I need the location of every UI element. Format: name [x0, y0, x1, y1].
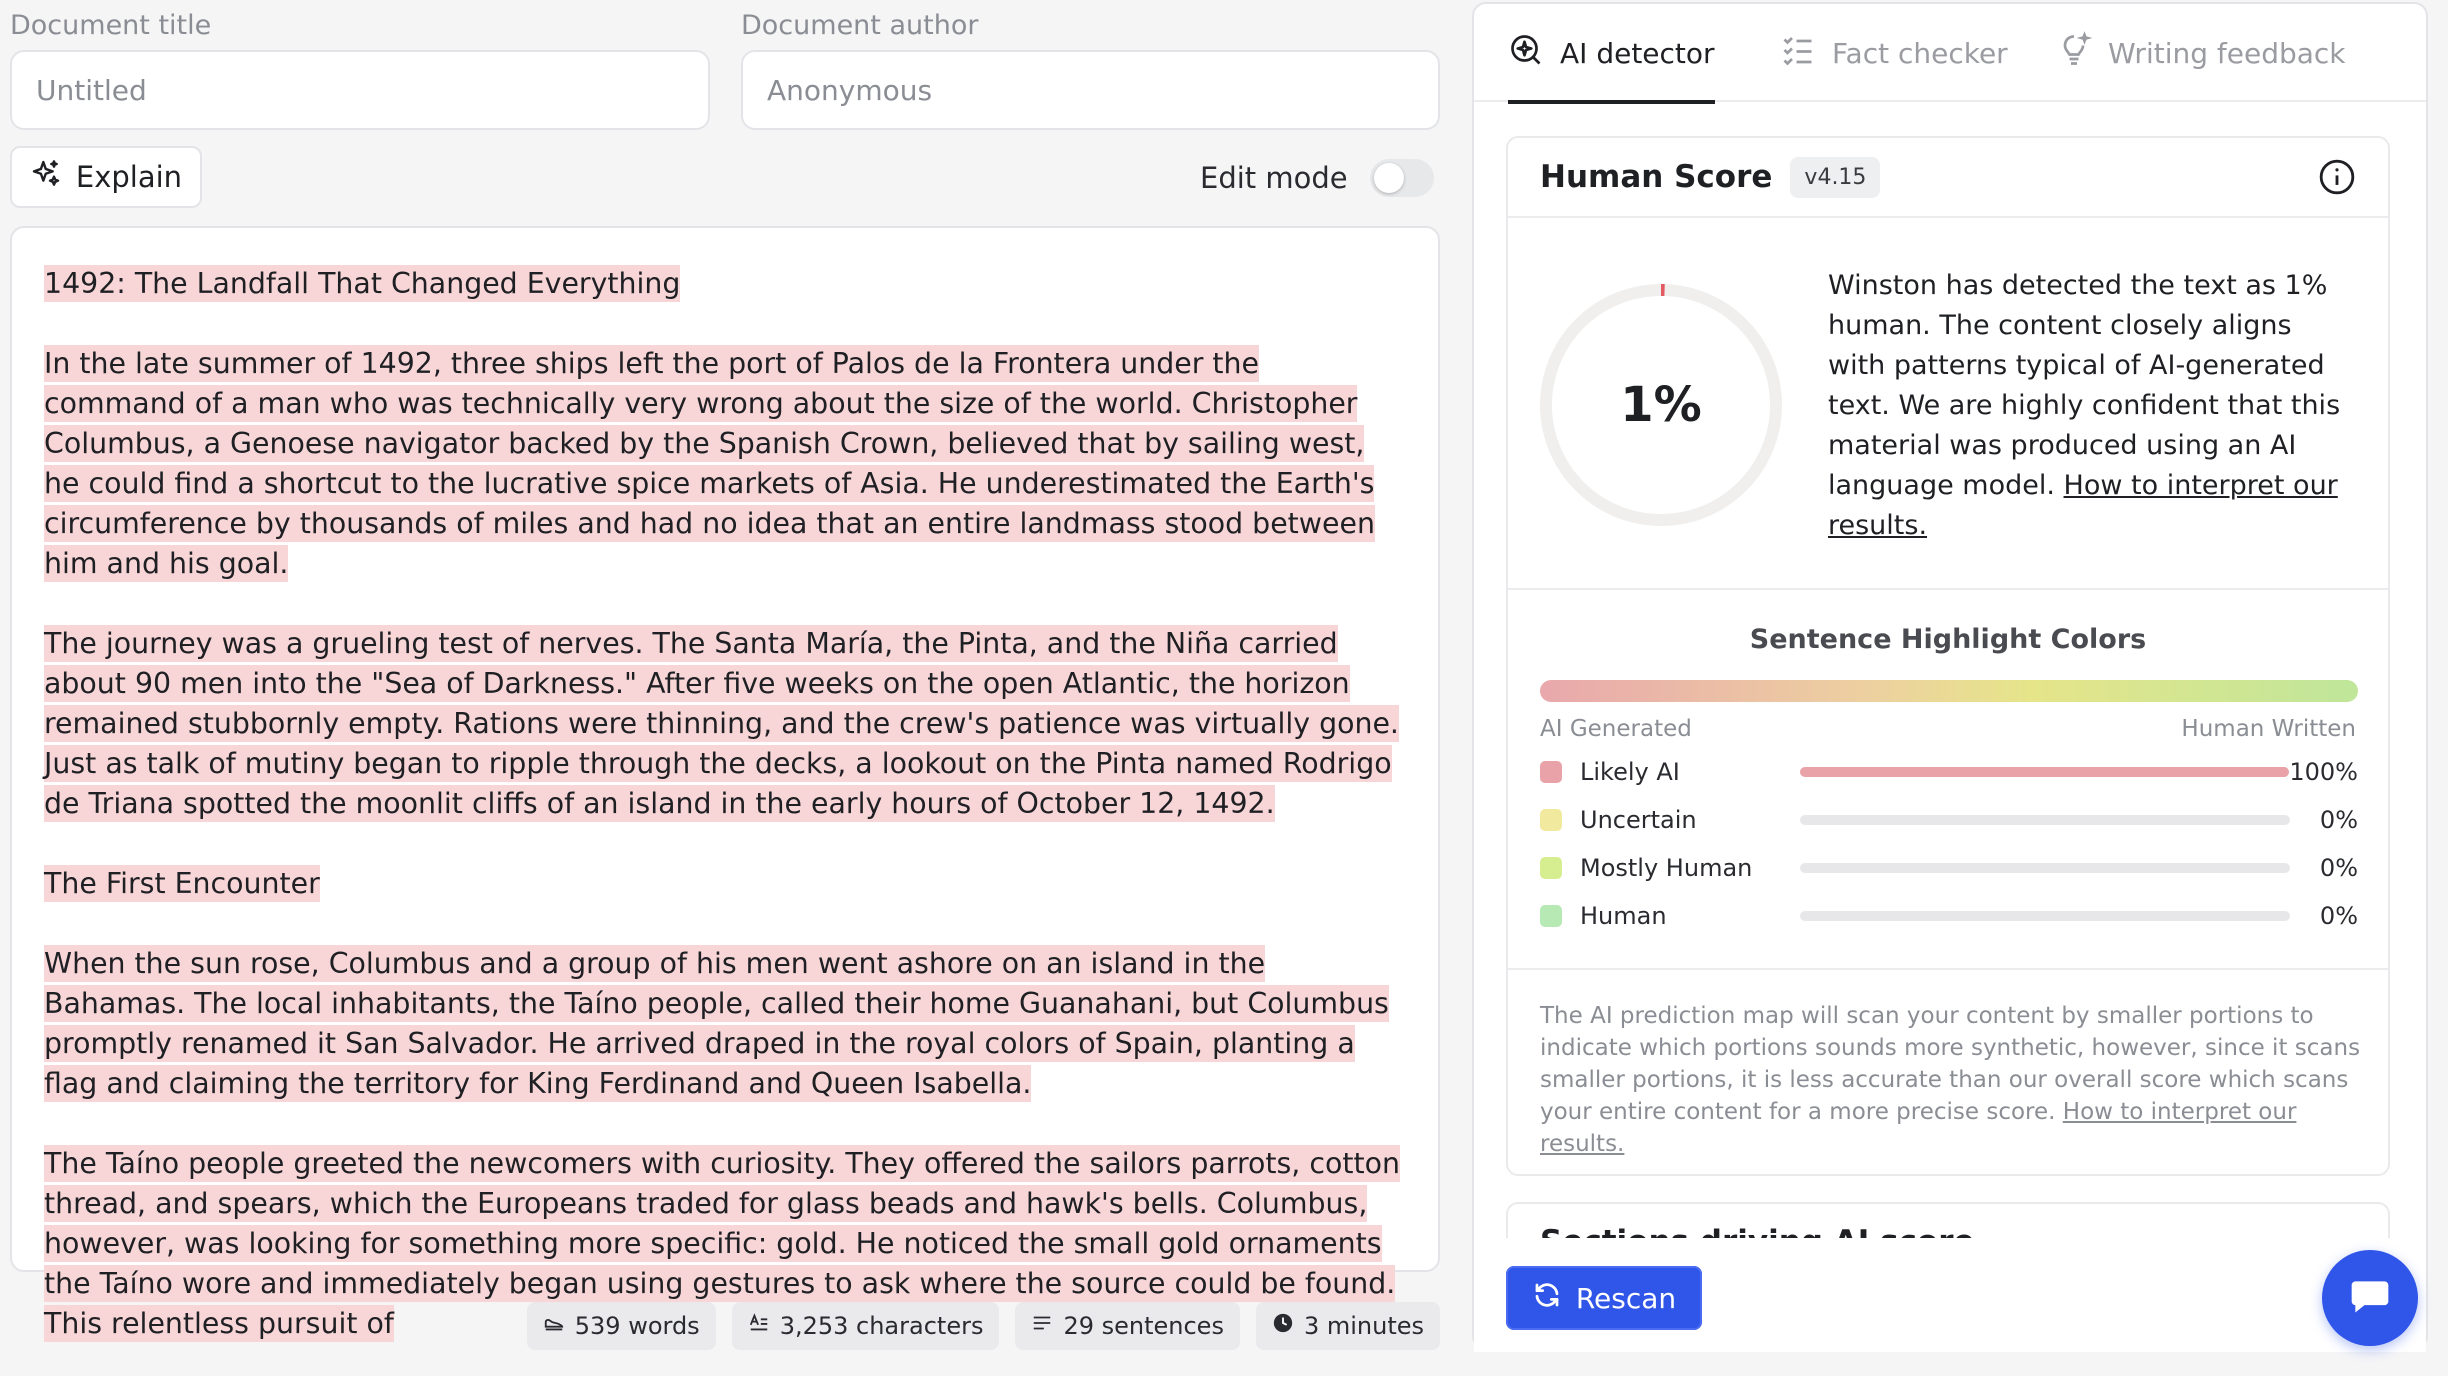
highlighted-sentence: 1492: The Landfall That Changed Everything	[44, 267, 681, 300]
chat-button[interactable]	[2322, 1250, 2418, 1346]
legend-row-likely-ai	[1540, 754, 2358, 790]
gradient-right-label: Human Written	[2181, 716, 2356, 742]
legend-name: Uncertain	[1580, 806, 1697, 834]
legend-swatch	[1540, 857, 1562, 879]
legend-row-mostly-human	[1540, 850, 2358, 886]
score-description	[1828, 266, 2348, 546]
legend-name: Mostly Human	[1580, 854, 1753, 882]
lightbulb-icon	[2056, 32, 2092, 75]
document-title-label: Document title	[10, 10, 212, 41]
paragraph-heading	[44, 864, 1406, 904]
edit-mode-toggle[interactable]	[1370, 159, 1434, 197]
document-author-label: Document author	[741, 10, 979, 41]
paragraph	[44, 624, 1406, 824]
section-title: Sentence Highlight Colors	[1749, 624, 2147, 655]
sparkles-icon	[30, 158, 62, 197]
ai-detector-icon	[1508, 32, 1544, 75]
card-title: Human Score	[1540, 159, 1773, 195]
edit-mode-control	[1200, 156, 1434, 200]
word-count: 539 words	[574, 1312, 700, 1340]
legend-swatch	[1540, 761, 1562, 783]
legend-swatch	[1540, 905, 1562, 927]
color-gradient-bar	[1540, 680, 2358, 702]
paragraph-heading	[44, 264, 1406, 304]
legend-percent: 0%	[2319, 854, 2358, 882]
highlighted-sentence: The journey was a grueling test of nerves. The Santa María, the Pinta, and the Niña carried about 90 men into the "Sea of Darkness." After five weeks on the open Atlantic, the horizon remained stubbornly empty. Rations were thinning, and the crew's patience was virtually gone. Just as talk of mutiny began to ripple through the decks, a lookout on the Pinta named Rodrigo de Triana spotted the moonlit cliffs of an island in the early hours of October 12, 1492.	[44, 627, 1399, 820]
action-bar	[1474, 1238, 2426, 1352]
interpret-results-link[interactable]: How to interpret our results.	[1828, 470, 2338, 541]
highlight-colors-section	[1508, 590, 2388, 970]
refresh-icon	[1532, 1280, 1562, 1317]
legend-percent: 100%	[2289, 758, 2358, 786]
gradient-left-label: AI Generated	[1540, 716, 1692, 742]
character-count-badge	[732, 1302, 1000, 1350]
legend-name: Likely AI	[1579, 758, 1680, 786]
tab-writing-feedback[interactable]	[2056, 4, 2346, 102]
tab-label: AI detector	[1560, 36, 1715, 70]
document-author-input[interactable]: Anonymous	[741, 50, 1440, 130]
paragraph	[44, 344, 1406, 584]
word-count-badge	[527, 1302, 716, 1350]
reading-time-badge	[1256, 1302, 1440, 1350]
paragraph	[44, 944, 1406, 1104]
human-score-header	[1508, 138, 2388, 218]
legend-bar	[1800, 767, 2290, 777]
legend-percent: 0%	[2319, 806, 2358, 834]
legend-bar	[1800, 815, 2290, 825]
prediction-map-note	[1540, 1000, 2364, 1160]
tab-bar	[1474, 4, 2426, 102]
tab-label: Fact checker	[1832, 36, 2008, 70]
highlighted-sentence: In the late summer of 1492, three ships left the port of Palos de la Frontera under the command of a man who was technically very wrong about the size of the world. Christopher Columbus, a Genoese navigator backed by the Spanish Crown, believed that by sailing west, he could find a shortcut to the lucrative spice markets of Asia. He underestimated the Earth's circumference by thousands of miles and had no idea that an entire landmass stood between him and his goal.	[44, 347, 1375, 580]
tab-ai-detector[interactable]	[1508, 4, 1715, 102]
score-area	[1508, 220, 2388, 590]
legend-swatch	[1540, 809, 1562, 831]
legend-bar	[1800, 911, 2290, 921]
edit-mode-label: Edit mode	[1200, 161, 1348, 195]
highlighted-sentence: The Taíno people greeted the newcomers with curiosity. They offered the sailors parrots, cotton thread, and spears, which the Europeans traded for glass beads and hawk's bells. Columbus, however, was looking for something more specific: gold. He noticed the small gold ornaments the Taíno wore and immediately began using gestures to ask where the source could be found. This relentless pursuit of	[44, 1147, 1400, 1340]
human-score-card	[1506, 136, 2390, 1176]
legend-bar	[1800, 863, 2290, 873]
tab-fact-checker[interactable]	[1780, 4, 2008, 102]
character-count: 3,253 characters	[779, 1312, 984, 1340]
document-stats	[527, 1302, 1440, 1350]
legend-row-uncertain	[1540, 802, 2358, 838]
highlighted-sentence: The First Encounter	[44, 867, 320, 900]
checklist-icon	[1780, 32, 1816, 75]
highlighted-sentence: When the sun rose, Columbus and a group of his men went ashore on an island in the Bahamas. The local inhabitants, the Taíno people, called their home Guanahani, but Columbus promptly renamed it San Salvador. He arrived draped in the royal colors of Spain, planting a flag and claiming the territory for King Ferdinand and Queen Isabella.	[44, 947, 1389, 1100]
note-text: The AI prediction map will scan your content by smaller portions to indicate which portions sounds more synthetic, however, since it scans smaller portions, it is less accurate than our overall score which scans your entire content for a more precise score.	[1540, 1003, 2361, 1125]
legend-name: Human	[1580, 902, 1667, 930]
text-size-icon	[748, 1312, 770, 1340]
lines-icon	[1031, 1312, 1053, 1340]
clock-icon	[1272, 1312, 1294, 1340]
legend-row-human	[1540, 898, 2358, 934]
sentence-count: 29 sentences	[1063, 1312, 1224, 1340]
analysis-panel	[1472, 2, 2428, 1350]
explain-button[interactable]	[10, 146, 202, 208]
legend-bar-fill	[1800, 767, 2290, 777]
info-icon[interactable]	[2318, 158, 2356, 196]
document-title-input[interactable]: Untitled	[10, 50, 710, 130]
reading-time: 3 minutes	[1303, 1312, 1424, 1340]
version-badge: v4.15	[1790, 157, 1880, 198]
chat-bubble-icon	[2348, 1274, 2392, 1322]
tab-label: Writing feedback	[2108, 36, 2346, 70]
explain-label: Explain	[75, 160, 183, 194]
legend-percent: 0%	[2319, 902, 2358, 930]
sentence-count-badge	[1015, 1302, 1240, 1350]
rescan-button[interactable]	[1506, 1266, 1702, 1330]
shoe-icon	[543, 1312, 565, 1340]
score-value: 1%	[1620, 377, 1702, 433]
score-description-text: Winston has detected the text as 1% human. The content closely aligns with patterns typical of AI-generated text. We are highly confident that this material was produced using an AI language model.	[1828, 270, 2341, 501]
note-interpret-link[interactable]: How to interpret our results.	[1540, 1099, 2297, 1157]
rescan-label: Rescan	[1575, 1281, 1677, 1315]
